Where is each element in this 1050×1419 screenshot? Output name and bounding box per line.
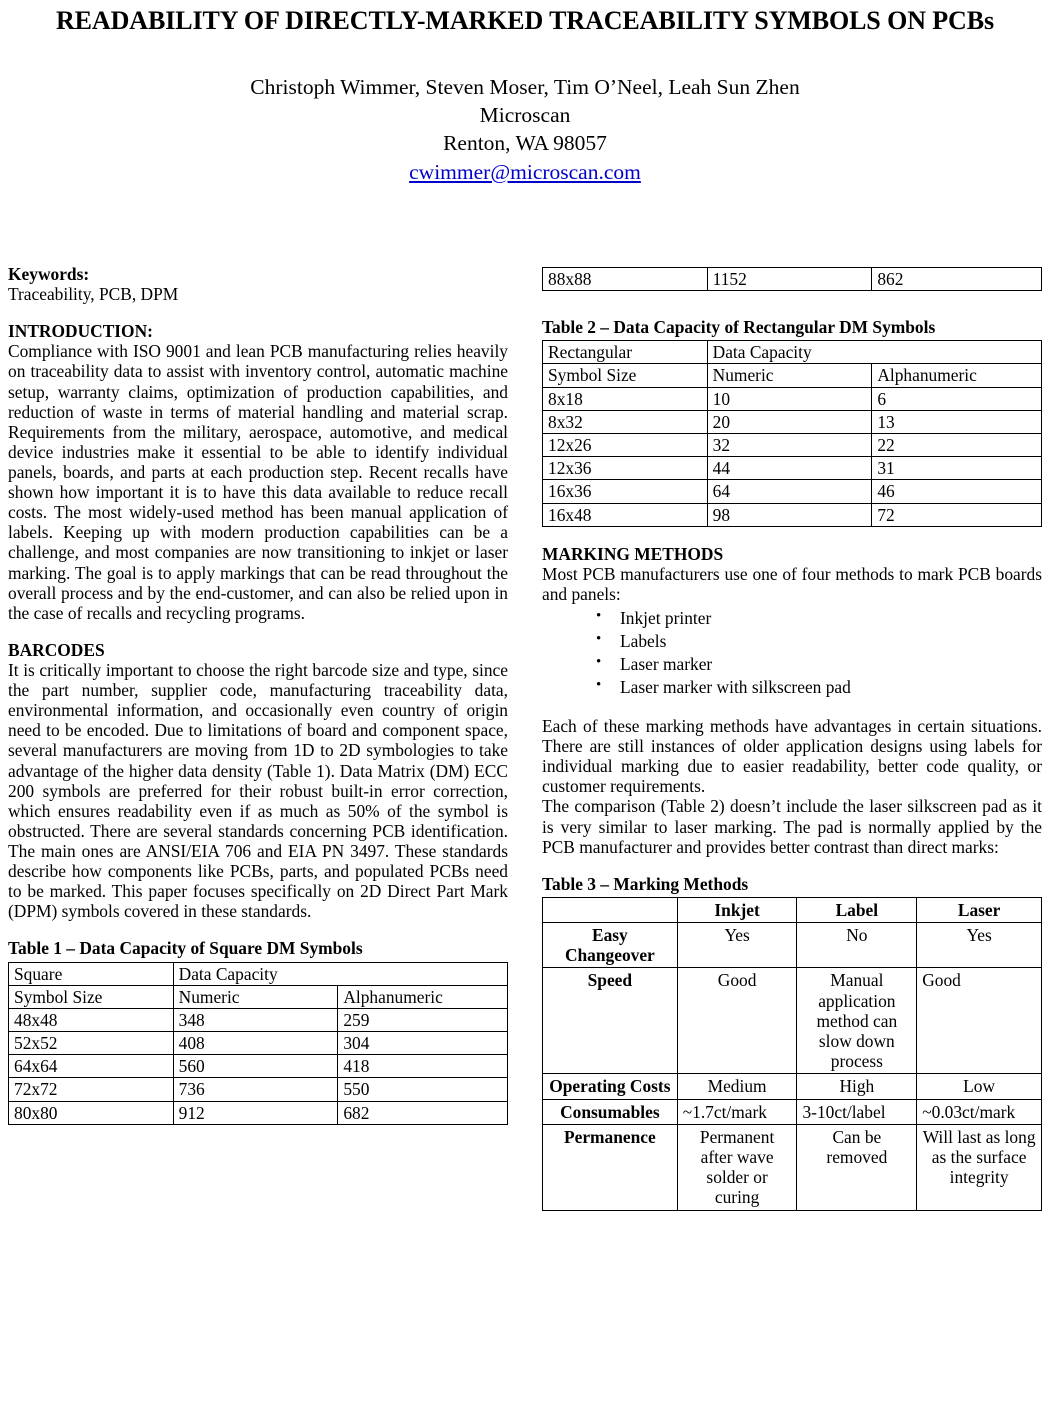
table-square-dm-capacity [8, 962, 508, 1125]
table-cell: 16x36 [543, 480, 708, 503]
table-cell: 22 [872, 434, 1042, 457]
table-cell: 88x88 [543, 268, 708, 291]
table-cell: High [797, 1074, 917, 1099]
table-row [543, 1074, 1042, 1099]
table-cell: 52x52 [9, 1032, 174, 1055]
table-row [543, 457, 1042, 480]
table-cell: ~0.03ct/mark [917, 1099, 1042, 1124]
table-cell: Symbol Size [543, 364, 708, 387]
table-cell: Rectangular [543, 341, 708, 364]
table-cell: 46 [872, 480, 1042, 503]
table-cell: 304 [338, 1032, 508, 1055]
table-cell: Medium [677, 1074, 797, 1099]
table-cell: Low [917, 1074, 1042, 1099]
table-row [9, 985, 508, 1008]
barcodes-paragraph: It is critically important to choose the right barcode size and type, since the part number, supplier code, manufacturing traceability data, environmental information, and occasionally even country of origin need to be encoded. Due to limitations of board and component space, several manufacturers are moving from 1D to 2D symbologies to take advantage of the higher data density (Table 1). Data Matrix (DM) ECC 200 symbols are preferred for their robust built-in error correction, which ensures readability even if as much as 50% of the symbol is obstructed. There are several standards concerning PCB identification. The main ones are ANSI/EIA 706 and EIA PN 3497. These standards describe how components like PCBs, parts, and populated PCBs need to be marked. This paper focuses specifically on 2D Direct Part Mark (DPM) symbols covered in these standards. [8, 659, 508, 922]
city-line: Renton, WA 98057 [443, 131, 607, 156]
table-cell: ~1.7ct/mark [677, 1099, 797, 1124]
table-cell: Alphanumeric [338, 985, 508, 1008]
marking-methods-intro: Most PCB manufacturers use one of four methods to mark PCB boards and panels: [542, 563, 1042, 605]
table-cell: Consumables [543, 1099, 678, 1124]
table-cell: Permanence [543, 1124, 678, 1210]
table-row [9, 1101, 508, 1124]
table-row [543, 1124, 1042, 1210]
table-cell: 912 [173, 1101, 338, 1124]
list-item: • Laser marker with silkscreen pad [620, 676, 1042, 699]
table-cell: Label [797, 897, 917, 922]
table-cell: Numeric [707, 364, 872, 387]
table-cell: Inkjet [677, 897, 797, 922]
table-cell: 98 [707, 503, 872, 526]
table-cell [543, 897, 678, 922]
table-row [543, 968, 1042, 1074]
table-cell: Easy Changeover [543, 923, 678, 968]
table-row [543, 434, 1042, 457]
table-cell: 418 [338, 1055, 508, 1078]
table-cell: No [797, 923, 917, 968]
table-cell: Data Capacity [173, 962, 507, 985]
table-marking-methods [542, 897, 1042, 1211]
table-row [9, 1078, 508, 1101]
left-column [8, 264, 508, 1211]
marking-methods-paragraph-3: The comparison (Table 2) doesn’t include the laser silkscreen pad as it is very similar to laser marking. The pad is normally applied by the PCB manufacturer and provides better contrast than direct marks: [542, 796, 1042, 857]
author-list: Christoph Wimmer, Steven Moser, Tim O’Neel, Leah Sun Zhen [250, 74, 800, 99]
table-cell: 72x72 [9, 1078, 174, 1101]
table-rectangular-dm-capacity [542, 340, 1042, 527]
barcodes-heading: BARCODES [8, 639, 105, 660]
table-cell: 3-10ct/label [797, 1099, 917, 1124]
contact-email-line [0, 158, 1050, 186]
keywords-heading: Keywords: [8, 264, 90, 284]
marking-methods-paragraph-2: Each of these marking methods have advantages in certain situations. There are still instances of older application designs using labels for individual marking due to easier readability, better code quality, or customer requirements. [542, 716, 1042, 797]
table3-caption: Table 3 – Marking Methods [542, 873, 749, 894]
table-row [9, 1032, 508, 1055]
table-row [9, 1008, 508, 1031]
table-row [543, 480, 1042, 503]
table-cell: 64 [707, 480, 872, 503]
table-cell: 64x64 [9, 1055, 174, 1078]
paper-page [0, 6, 1050, 1419]
two-column-body [8, 264, 1042, 1211]
table2-caption: Table 2 – Data Capacity of Rectangular DM Symbols [542, 317, 936, 338]
table-cell: Manual application method can slow down process [797, 968, 917, 1074]
list-item: • Laser marker [620, 653, 1042, 676]
table-cell: 8x18 [543, 387, 708, 410]
table-cell: Good [677, 968, 797, 1074]
table-cell: 72 [872, 503, 1042, 526]
table-cell: 682 [338, 1101, 508, 1124]
page-title: READABILITY OF DIRECTLY-MARKED TRACEABILITY SYMBOLS ON PCBs [56, 6, 994, 35]
introduction-heading: INTRODUCTION: [8, 321, 153, 342]
table-cell: 48x48 [9, 1008, 174, 1031]
table-square-dm-capacity-continued [542, 267, 1042, 291]
affiliation: Microscan [479, 103, 571, 128]
table-cell: 44 [707, 457, 872, 480]
contact-email-link[interactable]: cwimmer@microscan.com [409, 159, 641, 184]
table-cell: Will last as long as the surface integrity [917, 1124, 1042, 1210]
introduction-paragraph: Compliance with ISO 9001 and lean PCB manufacturing relies heavily on traceability data to assist with inventory control, automatic machine setup, warranty claims, optimization of production capabilities, and reduction of waste in terms of material handling and material scrap. Requirements from the military, aerospace, automotive, and medical device industries make it essential to be able to identify individual panels, boards, and parts at each production step. Recent recalls have shown how important it is to have this data available to reduce recall costs. The most widely-used method has been manual application of labels. Keeping up with modern production capabilities can be a challenge, and most companies are now transitioning to inkjet or laser marking. The goal is to apply markings that can be read throughout the overall process and by the end-customer, and can also be relied upon in the case of recalls and recycling programs. [8, 341, 508, 623]
marking-methods-list [542, 607, 1042, 699]
table-cell: Alphanumeric [872, 364, 1042, 387]
list-item: • Labels [620, 630, 1042, 653]
table-cell: Data Capacity [707, 341, 1041, 364]
table-cell: 32 [707, 434, 872, 457]
keywords-text: Traceability, PCB, DPM [8, 284, 179, 305]
table-cell: Operating Costs [543, 1074, 678, 1099]
table-cell: Yes [677, 923, 797, 968]
table-row [543, 341, 1042, 364]
table-cell: 550 [338, 1078, 508, 1101]
table-cell: 348 [173, 1008, 338, 1031]
table-cell: 862 [872, 268, 1042, 291]
table-cell: Numeric [173, 985, 338, 1008]
table-cell: 560 [173, 1055, 338, 1078]
right-column [542, 264, 1042, 1211]
table-cell: 80x80 [9, 1101, 174, 1124]
table-row [543, 387, 1042, 410]
list-item: • Inkjet printer [620, 607, 1042, 630]
table-cell: Yes [917, 923, 1042, 968]
table-cell: 12x36 [543, 457, 708, 480]
table-cell: Square [9, 962, 174, 985]
table-row [543, 503, 1042, 526]
table-row [543, 410, 1042, 433]
table-cell: 736 [173, 1078, 338, 1101]
table-cell: 6 [872, 387, 1042, 410]
table-cell: Good [917, 968, 1042, 1074]
marking-methods-heading: MARKING METHODS [542, 543, 724, 564]
table-cell: 31 [872, 457, 1042, 480]
table1-caption: Table 1 – Data Capacity of Square DM Symbols [8, 938, 363, 959]
table-cell: 20 [707, 410, 872, 433]
table-cell: Laser [917, 897, 1042, 922]
table-cell: 10 [707, 387, 872, 410]
table-row [9, 962, 508, 985]
table-cell: 16x48 [543, 503, 708, 526]
table-cell: 12x26 [543, 434, 708, 457]
table-row [543, 1099, 1042, 1124]
table-cell: Speed [543, 968, 678, 1074]
table-row [543, 923, 1042, 968]
table-cell: 1152 [707, 268, 872, 291]
table-row [543, 897, 1042, 922]
table-row [543, 364, 1042, 387]
table-cell: Symbol Size [9, 985, 174, 1008]
table-row [543, 268, 1042, 291]
table-cell: 408 [173, 1032, 338, 1055]
table-cell: 8x32 [543, 410, 708, 433]
table-row [9, 1055, 508, 1078]
table-cell: 13 [872, 410, 1042, 433]
table-cell: Can be removed [797, 1124, 917, 1210]
table-cell: 259 [338, 1008, 508, 1031]
table-cell: Permanent after wave solder or curing [677, 1124, 797, 1210]
